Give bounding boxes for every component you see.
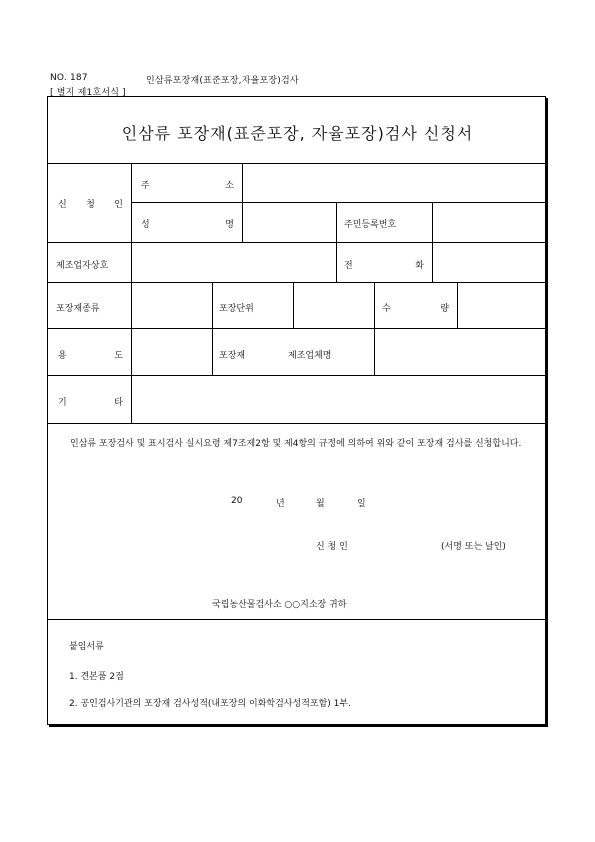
row-divider — [48, 163, 547, 164]
date-year-prefix: 20 — [231, 496, 243, 506]
applicant-label: 신 청 인 — [58, 200, 123, 210]
row-divider — [48, 242, 547, 243]
material-type-label: 포장재종류 — [56, 304, 100, 314]
application-form — [47, 96, 546, 725]
date-day: 일 — [357, 499, 366, 509]
column-divider — [336, 202, 337, 282]
attachments-title: 붙임서류 — [69, 642, 104, 652]
row-divider — [48, 619, 547, 620]
row-divider — [48, 423, 547, 424]
row-divider — [48, 375, 547, 376]
application-statement: 인삼류 포장검사 및 표시검사 실시요령 제7조제2항 및 제4항의 규정에 의하여 위와 같이 포장재 검사를 신청합니다. — [70, 439, 522, 449]
name-label: 성 명 — [141, 220, 234, 230]
column-divider — [293, 282, 294, 328]
addressee: 국립농산물검사소 ○○지소장 귀하 — [212, 600, 347, 610]
maker-label-suffix: 제조업체명 — [288, 351, 332, 361]
date-year: 년 — [276, 499, 285, 509]
column-divider — [212, 282, 213, 375]
column-divider — [432, 202, 433, 282]
column-divider — [374, 282, 375, 375]
column-divider — [457, 282, 458, 328]
form-title: 인삼류 포장재(표준포장, 자율포장)검사 신청서 — [121, 124, 474, 143]
company-name-label: 제조업자상호 — [56, 261, 109, 271]
date-month: 월 — [316, 499, 325, 509]
row-divider — [131, 202, 547, 203]
packing-unit-label: 포장단위 — [219, 304, 254, 314]
column-divider — [242, 163, 243, 242]
document-number: NO. 187 — [50, 73, 88, 83]
attachment-item: 2. 공인검사기관의 포장재 검사성적(내포장의 이화학검사성적포함) 1부. — [69, 699, 351, 709]
row-divider — [48, 282, 547, 283]
row-divider — [48, 328, 547, 329]
column-divider — [131, 163, 132, 423]
signer-label: 신 청 인 — [316, 542, 348, 552]
maker-label-prefix: 포장재 — [219, 351, 246, 361]
usage-label: 용 도 — [58, 351, 123, 361]
etc-label: 기 타 — [58, 398, 123, 408]
address-label: 주 소 — [141, 181, 234, 191]
quantity-label: 수 량 — [382, 304, 449, 314]
resident-number-label: 주민등록번호 — [344, 220, 397, 230]
form-tag: [ 별지 제1호서식 ] — [50, 88, 126, 98]
phone-label: 전 화 — [344, 261, 424, 271]
document-subject: 인삼류포장재(표준포장,자율포장)검사 — [146, 76, 299, 86]
attachment-item: 1. 견본품 2점 — [69, 672, 124, 682]
signature-note: (서명 또는 날인) — [441, 542, 506, 552]
